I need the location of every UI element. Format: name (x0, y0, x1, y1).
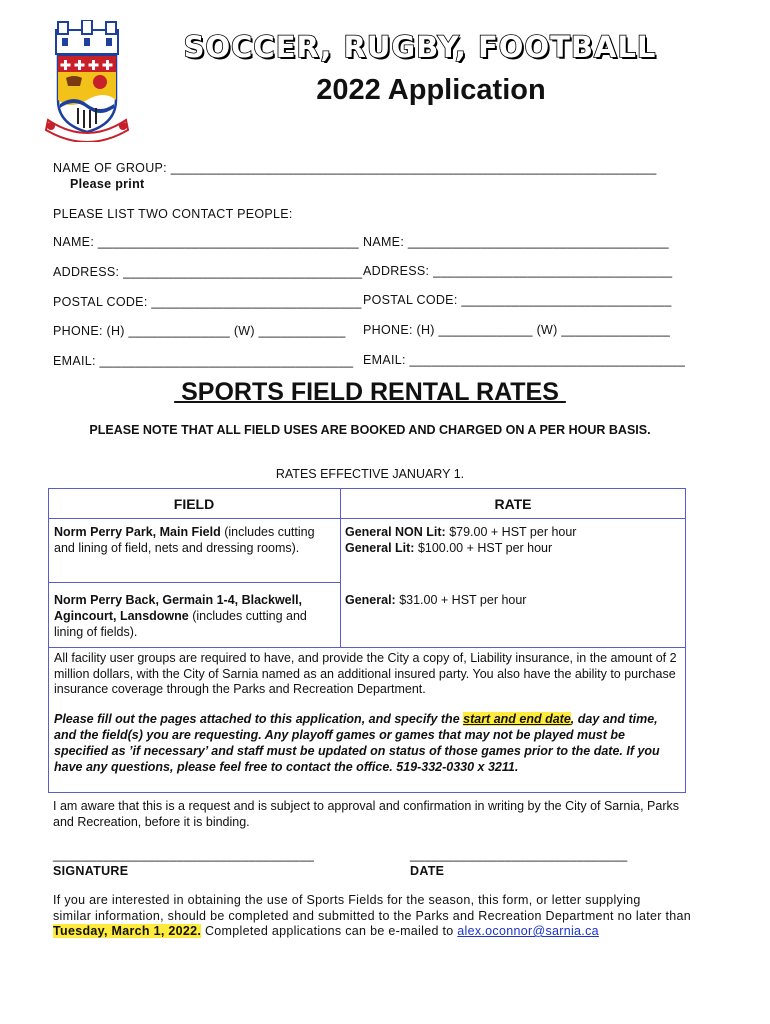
signature-line[interactable]: ____________________________________ (53, 848, 315, 862)
rate-label: General Lit: (345, 541, 415, 555)
deadline-date: Tuesday, March 1, 2022. (53, 924, 202, 938)
field-details: (includes cutting and lining of fields). (54, 609, 307, 639)
contact2-postal-field[interactable]: POSTAL CODE: _____________________________ (363, 293, 672, 307)
footer-line3 (53, 924, 599, 938)
rate-value: $79.00 + HST per hour (445, 525, 577, 539)
contact-email-link[interactable]: alex.oconnor@sarnia.ca (457, 924, 599, 938)
agreement-paragraph: I am aware that this is a request and is subject to approval and confirmation in writing by the City of Sarnia, Parks and Recreation, before it is binding. (53, 799, 680, 829)
rate-label: General: (345, 593, 396, 607)
contact2-address-field[interactable]: ADDRESS: _________________________________ (363, 264, 673, 278)
field-name: Norm Perry Back, Germain 1-4, Blackwell, Agincourt, Lansdowne (54, 593, 303, 623)
rates-effective: RATES EFFECTIVE JANUARY 1. (275, 467, 465, 481)
field-name: Norm Perry Park, Main Field (54, 525, 221, 539)
footer-email-prefix: Completed applications can be e-mailed to (201, 924, 458, 938)
form-title: SOCCER, RUGBY, FOOTBALL (183, 30, 657, 64)
contact1-address-field[interactable]: ADDRESS: _________________________________ (53, 265, 363, 279)
group-name-hint: Please print (70, 177, 145, 191)
table-divider-row2 (48, 647, 686, 648)
instructions-text: , day and time, and the field(s) you are requesting. Any playoff games or games that may not be played must be specified as ’if necessary’ and staff must be updated on status of those games prior to the date. If you have any questions, please feel free to contact the office. 519-332-0330 x 3211. (54, 712, 660, 774)
contact2-name-field[interactable]: NAME: ____________________________________ (363, 235, 669, 249)
instructions-text: Please fill out the pages attached to this application, and specify the (54, 712, 464, 726)
date-line[interactable]: ______________________________ (410, 848, 628, 862)
form-subtitle: 2022 Application (316, 74, 546, 106)
table-divider-row1 (48, 582, 340, 583)
contact2-email-field[interactable]: EMAIL: ______________________________________ (363, 353, 686, 367)
contacts-intro: PLEASE LIST TWO CONTACT PEOPLE: (53, 207, 293, 221)
field-details: (includes cutting and lining of field, nets and dressing rooms). (54, 525, 315, 555)
rate-row-back (345, 592, 681, 608)
rate-non-lit (345, 524, 681, 540)
group-name-field[interactable]: NAME OF GROUP: ___________________________________________________________________ (53, 161, 657, 175)
footer-line1: If you are interested in obtaining the use of Sports Fields for the season, this form, or letter supplying (53, 893, 641, 907)
field-row-main (54, 524, 336, 556)
rates-heading (60, 378, 680, 407)
rate-value: $31.00 + HST per hour (395, 593, 527, 607)
contact1-phone-field[interactable]: PHONE: (H) ______________ (W) ____________ (53, 324, 346, 338)
signature-label: SIGNATURE (53, 864, 129, 878)
per-hour-note: PLEASE NOTE THAT ALL FIELD USES ARE BOOKED AND CHARGED ON A PER HOUR BASIS. (89, 423, 651, 437)
rate-lit (345, 540, 681, 556)
rate-label: General NON Lit: (345, 525, 446, 539)
instructions-paragraph (54, 711, 680, 775)
table-divider-header (48, 518, 686, 519)
rates-heading-text: SPORTS FIELD RENTAL RATES (174, 378, 566, 406)
rate-value: $100.00 + HST per hour (414, 541, 553, 555)
contact1-postal-field[interactable]: POSTAL CODE: _____________________________ (53, 295, 362, 309)
column-header-rate: RATE (494, 496, 532, 512)
rate-row-main (345, 524, 681, 556)
date-label: DATE (410, 864, 445, 878)
contact1-email-field[interactable]: EMAIL: ___________________________________ (53, 354, 354, 368)
highlight-start-end-date: start and end date (463, 712, 571, 726)
footer-line2: similar information, should be completed and submitted to the Parks and Recreation Department no later than (53, 909, 691, 923)
insurance-paragraph: All facility user groups are required to have, and provide the City a copy of, Liability insurance, in the amount of 2 million dollars, with the City of Sarnia named as an additional insured party. You also have the ability to purchase insurance coverage through the Parks and Recreation Department. (54, 651, 677, 696)
field-row-back (54, 592, 330, 640)
column-header-field: FIELD (173, 496, 215, 512)
contact2-phone-field[interactable]: PHONE: (H) _____________ (W) _______________ (363, 323, 671, 337)
contact1-name-field[interactable]: NAME: ____________________________________ (53, 235, 359, 249)
